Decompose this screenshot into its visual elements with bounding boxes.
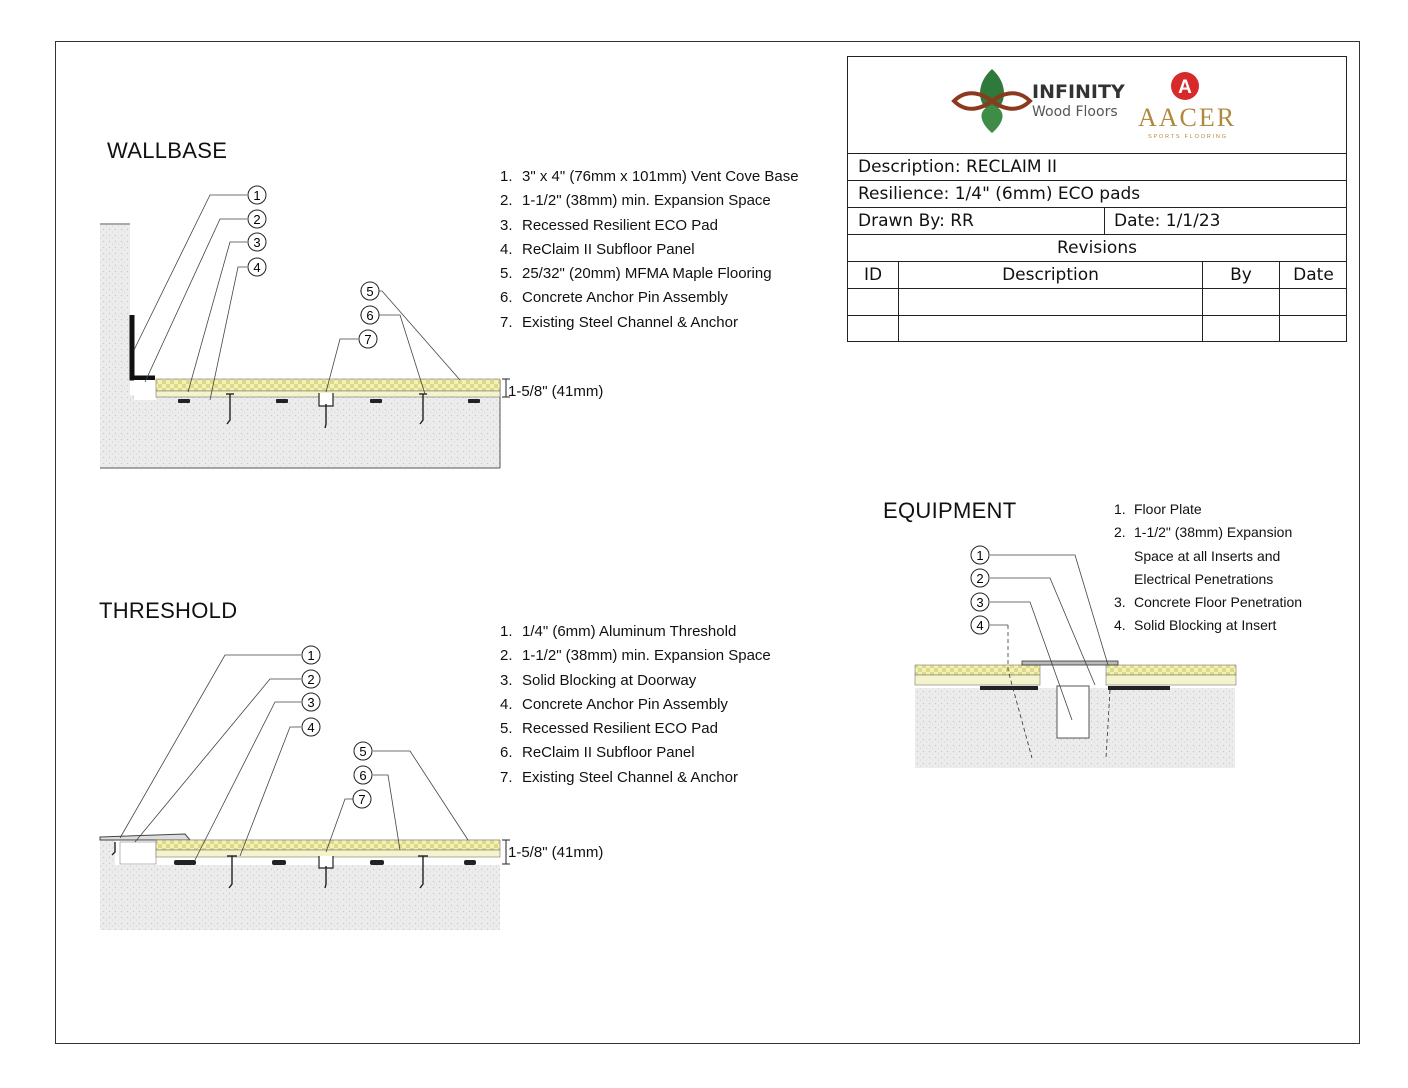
note-number: 4. [500,240,513,258]
callout-3 [248,233,266,251]
wallbase-section-drawing [90,180,610,480]
note-number: 7. [500,313,513,331]
note-number: 6. [500,289,513,307]
revisions-title-row [848,234,1346,261]
svg-text:3: 3 [253,235,261,250]
threshold-callouts [302,646,372,808]
note-text: ReClaim II Subfloor Panel [522,744,695,762]
note-number: 1. [500,623,513,640]
callout-7 [359,330,377,348]
note-number: 4. [500,695,513,713]
svg-text:2: 2 [307,672,315,687]
wallbase-dimension-label: 1-5/8" (41mm) [508,383,604,400]
rev-col-id: ID [863,265,883,285]
svg-text:6: 6 [359,768,367,783]
note-text: Floor Plate [1134,501,1202,517]
aacer-logo-icon [1170,71,1200,101]
callout-5 [361,282,379,300]
revision-row [848,288,1346,315]
note-number: 4. [1114,617,1126,634]
callout-5 [354,742,372,760]
aacer-tagline: SPORTS FLOORING [1148,134,1228,140]
note-number: 1. [1114,501,1126,517]
note-text: 1-1/2" (38mm) Expansion [1134,524,1293,541]
svg-text:7: 7 [364,332,372,347]
svg-text:1: 1 [976,548,984,563]
note-number: 5. [500,265,513,283]
note-number: 2. [1114,524,1126,541]
svg-text:2: 2 [976,571,984,586]
date-text: Date: 1/1/23 [1104,208,1220,234]
svg-text:1: 1 [253,188,261,203]
svg-text:3: 3 [976,595,984,610]
note-text: Space at all Inserts and [1134,547,1281,564]
note-number: 3. [1114,594,1126,611]
note-text: Solid Blocking at Insert [1134,617,1277,634]
note-text: Existing Steel Channel & Anchor [522,768,738,786]
svg-text:2: 2 [253,212,261,227]
rev-col-by: By [1202,262,1279,288]
note-number: 2. [500,192,513,210]
svg-text:5: 5 [366,284,374,299]
note-number: 3. [500,671,513,689]
infinity-leaf-logo-icon [948,65,1038,145]
revisions-header-row [848,261,1346,288]
aacer-brand-name: AACER [1138,103,1237,132]
revisions-title: Revisions [1057,238,1137,258]
callout-1 [248,186,266,204]
description-text: Description: RECLAIM II [858,157,1057,177]
callout-3 [971,593,989,611]
note-text: Recessed Resilient ECO Pad [522,216,718,234]
callout-6 [354,766,372,784]
title-block [847,56,1347,342]
svg-text:1: 1 [307,648,315,663]
resilience-row [848,180,1346,207]
callout-7 [353,790,371,808]
note-text: 1-1/2" (38mm) min. Expansion Space [522,192,771,210]
callout-4 [248,258,266,276]
drawn-date-row [848,207,1346,234]
note-text: Concrete Anchor Pin Assembly [522,695,728,713]
note-text: Electrical Penetrations [1134,570,1274,587]
callout-4 [971,616,989,634]
equipment-callouts [971,546,989,634]
note-number: 5. [500,720,513,738]
equipment-section-drawing [910,540,1250,780]
threshold-dimension-label: 1-5/8" (41mm) [508,844,604,861]
callout-2 [248,210,266,228]
infinity-brand-sub: Wood Floors [1032,104,1118,120]
callout-1 [971,546,989,564]
svg-text:4: 4 [976,618,984,633]
note-text: 1-1/2" (38mm) min. Expansion Space [522,647,771,665]
rev-col-date: Date [1279,262,1347,288]
equipment-title: EQUIPMENT [883,498,1017,523]
wallbase-callouts [248,186,379,348]
note-number: 6. [500,744,513,762]
svg-text:3: 3 [307,695,315,710]
callout-3 [302,693,320,711]
note-text: Existing Steel Channel & Anchor [522,313,738,331]
callout-6 [361,306,379,324]
callout-2 [302,670,320,688]
note-text: 1/4" (6mm) Aluminum Threshold [522,623,737,640]
resilience-text: Resilience: 1/4" (6mm) ECO pads [858,184,1141,204]
drawn-by-text: Drawn By: RR [858,211,974,231]
note-text: Recessed Resilient ECO Pad [522,720,718,738]
threshold-section-drawing [90,640,610,940]
rev-col-description: Description [898,262,1202,288]
note-number: 1. [500,168,513,185]
svg-text:A: A [1178,77,1192,98]
callout-1 [302,646,320,664]
svg-text:4: 4 [307,720,315,735]
logo-area [848,57,1346,154]
note-text: Concrete Anchor Pin Assembly [522,289,728,307]
revision-row [848,315,1346,342]
callout-2 [971,569,989,587]
note-number: 3. [500,216,513,234]
note-text: ReClaim II Subfloor Panel [522,240,695,258]
threshold-title: THRESHOLD [99,598,238,623]
description-row [848,153,1346,180]
note-text: Solid Blocking at Doorway [522,671,697,689]
note-number: 7. [500,768,513,786]
note-text: 25/32" (20mm) MFMA Maple Flooring [522,265,772,283]
note-text: Concrete Floor Penetration [1134,594,1303,611]
svg-text:4: 4 [253,260,261,275]
note-item [1114,498,1302,521]
callout-4 [302,718,320,736]
note-text: 3" x 4" (76mm x 101mm) Vent Cove Base [522,168,799,185]
infinity-brand-name: INFINITY [1032,81,1125,103]
note-number: 2. [500,647,513,665]
svg-text:6: 6 [366,308,374,323]
wallbase-title: WALLBASE [107,138,228,163]
svg-text:7: 7 [358,792,366,807]
svg-text:5: 5 [359,744,367,759]
